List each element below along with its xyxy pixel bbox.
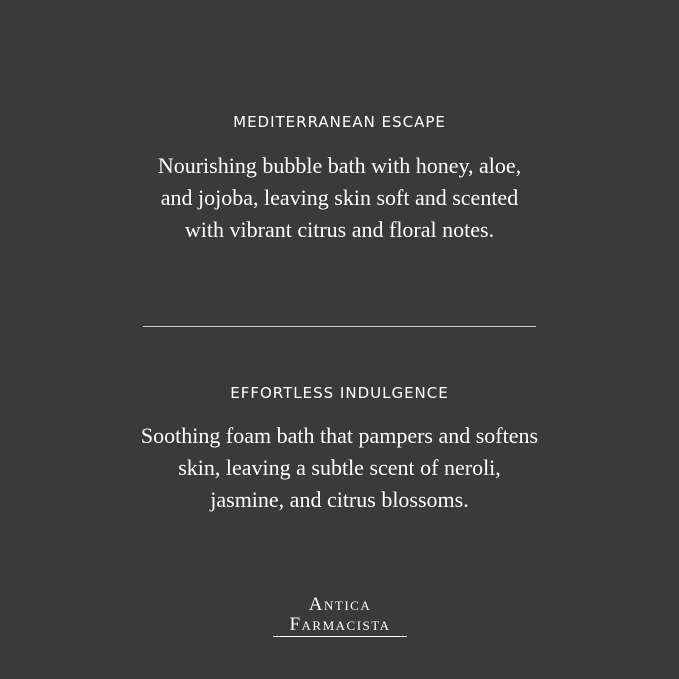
brand-logo-underline bbox=[273, 636, 407, 637]
section-divider bbox=[143, 326, 536, 327]
section-heading-mediterranean-escape: MEDITERRANEAN ESCAPE bbox=[233, 113, 446, 131]
section-heading-effortless-indulgence: EFFORTLESS INDULGENCE bbox=[230, 384, 449, 402]
section-description-effortless-indulgence: Soothing foam bath that pampers and softens skin, leaving a subtle scent of neroli, jasmine, and citrus blossoms. bbox=[140, 423, 539, 512]
brand-logo bbox=[240, 595, 440, 637]
section-description-mediterranean-escape: Nourishing bubble bath with honey, aloe, and jojoba, leaving skin soft and scented with vibrant citrus and floral notes. bbox=[157, 153, 522, 242]
brand-logo-line2: Farmacista bbox=[289, 614, 391, 635]
brand-logo-line1: Antica bbox=[308, 594, 372, 615]
